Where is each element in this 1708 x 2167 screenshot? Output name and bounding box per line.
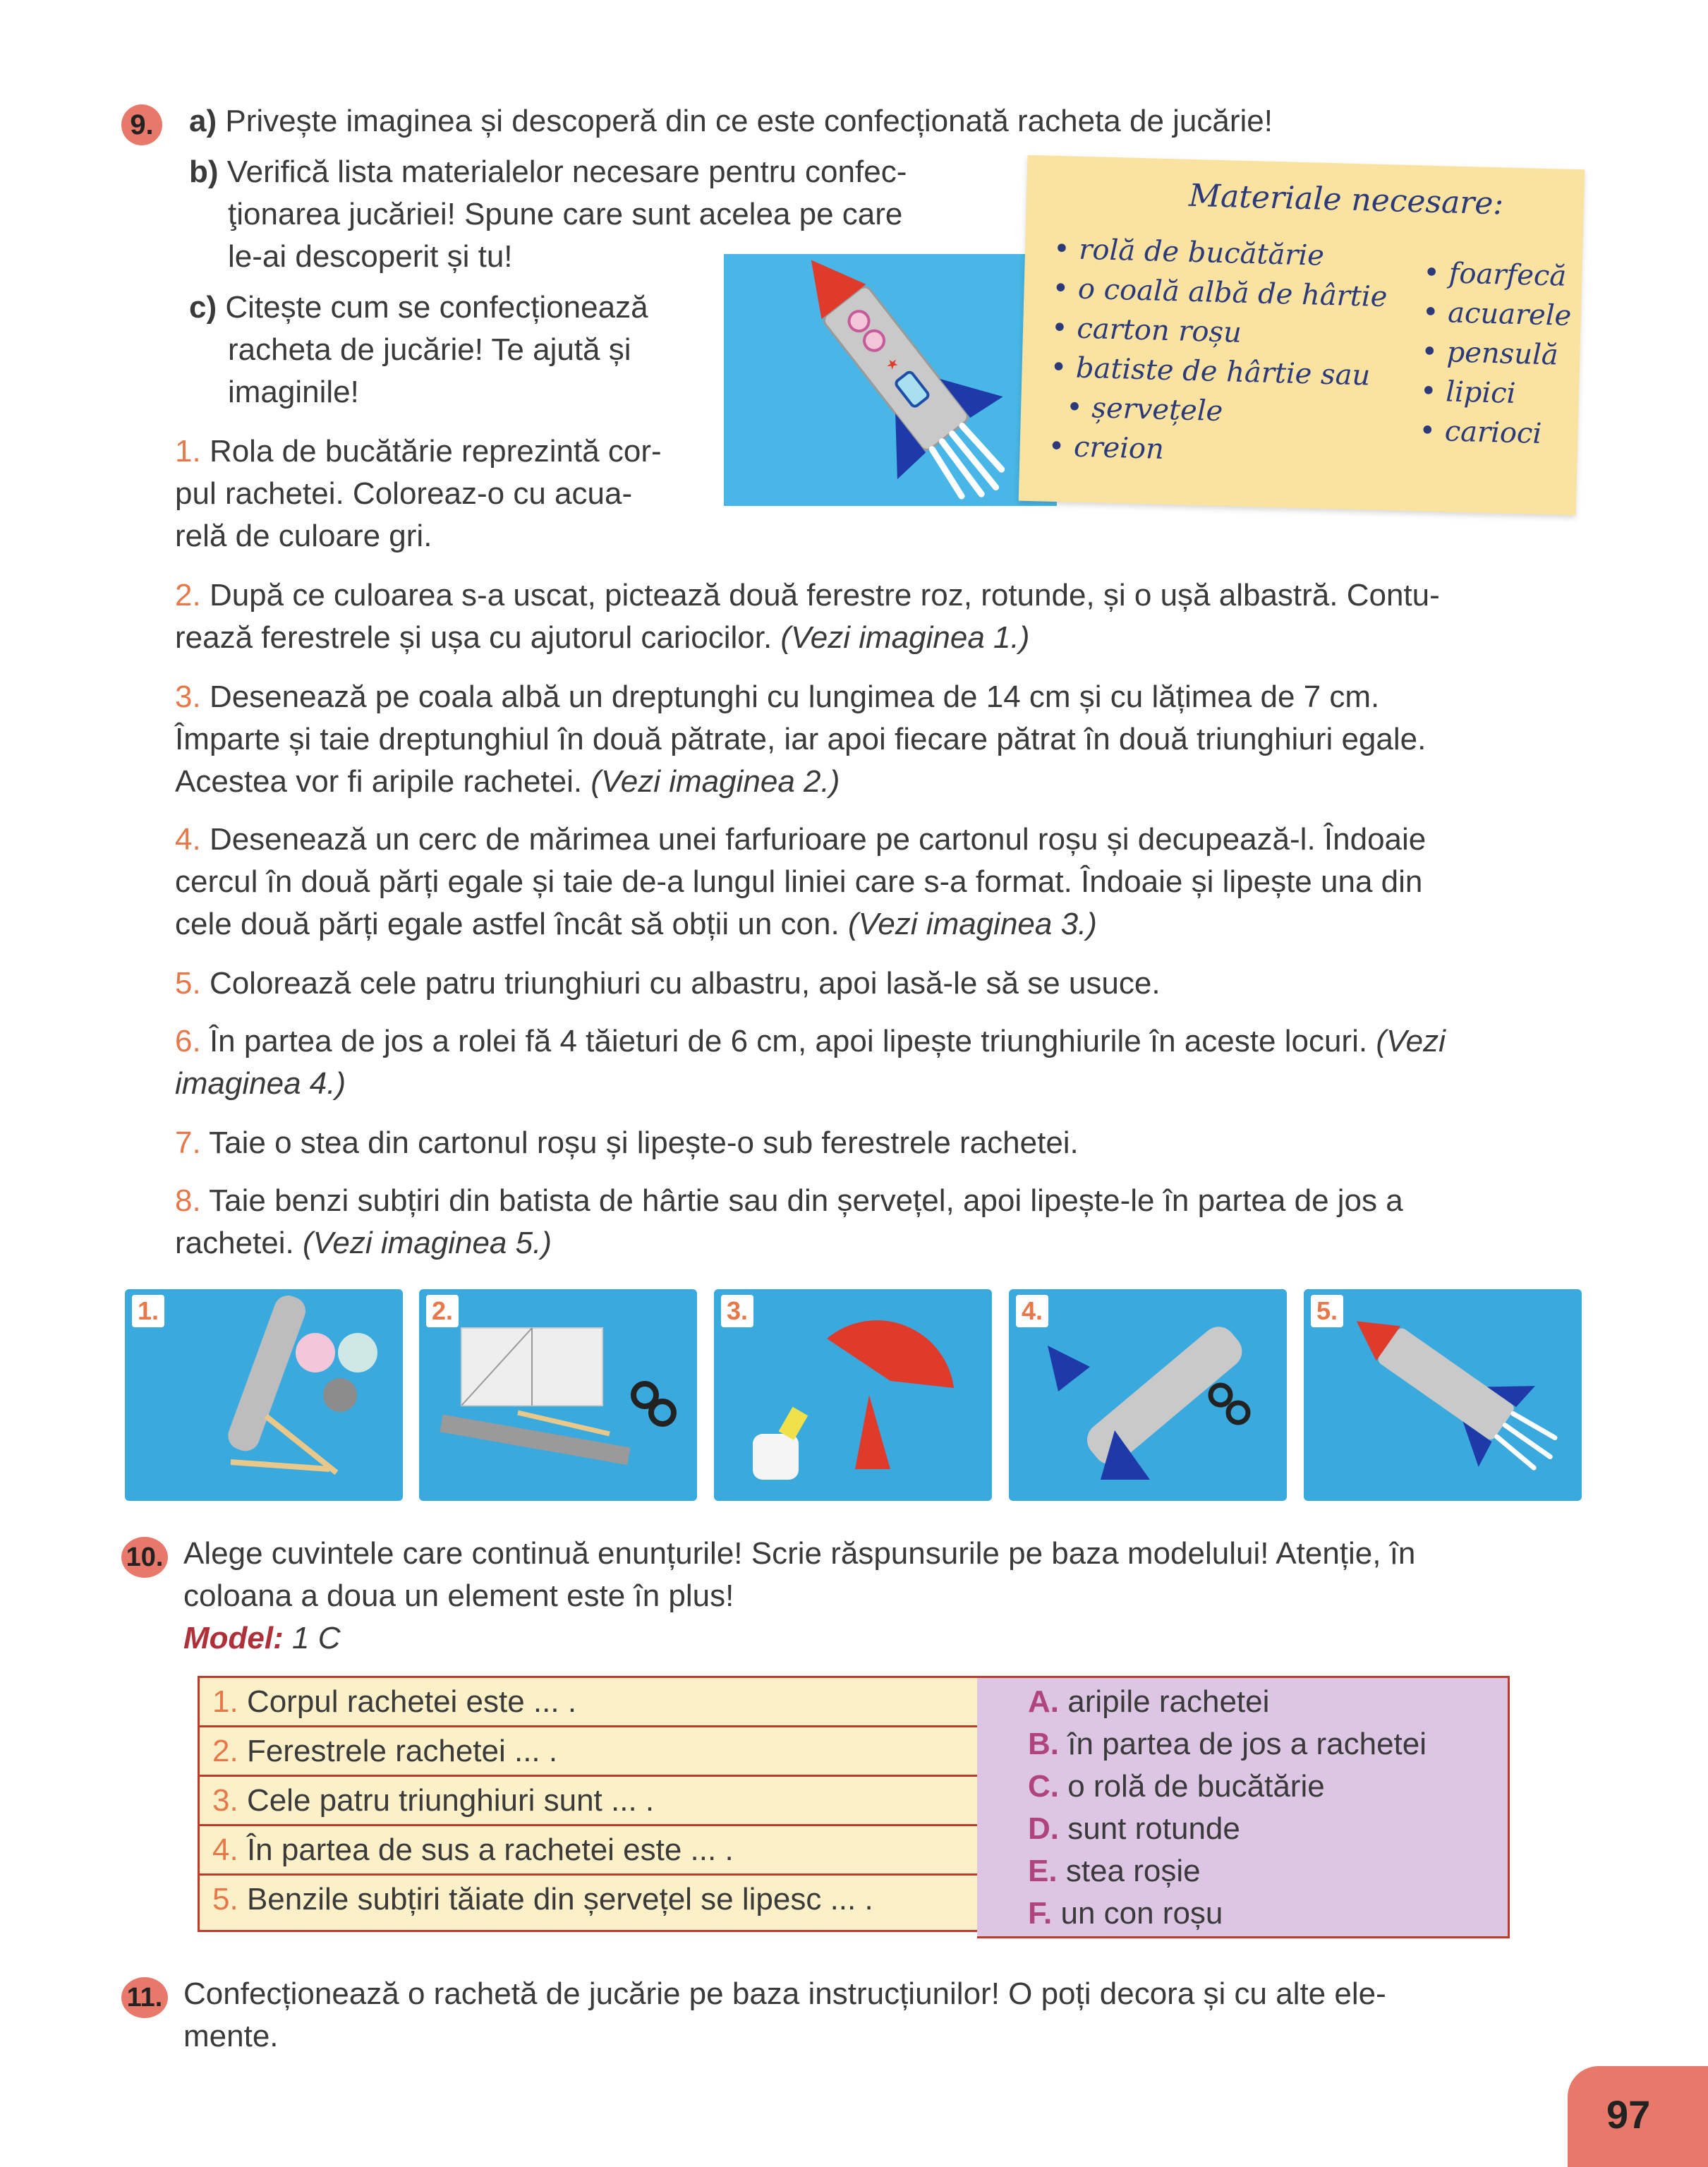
- photo-5: [1304, 1289, 1582, 1501]
- exercise-9-badge: 9.: [121, 104, 162, 145]
- page-number: 97: [1606, 2092, 1651, 2137]
- material-item: • foarfecă: [1423, 253, 1573, 296]
- match-table-right: [977, 1676, 1510, 1938]
- option-item: B. în partea de jos a rachetei: [1028, 1727, 1427, 1761]
- photo-4: [1009, 1289, 1287, 1501]
- option-item: A. aripile rachetei: [1028, 1684, 1270, 1719]
- photo-number: 3.: [721, 1295, 753, 1327]
- paint-supplies-illustration: [125, 1289, 403, 1501]
- photo-number: 1.: [132, 1295, 164, 1327]
- materials-note: [1019, 155, 1585, 516]
- ex10-instructions: Alege cuvintele care continuă enunțurile! Scrie răspunsurile pe baza modelului! Atenție, în coloana a doua un element este în plus! Model: 1 C: [183, 1536, 1416, 1655]
- photo-number: 5.: [1311, 1295, 1343, 1327]
- material-item: • o coală albă de hârtie: [1052, 269, 1388, 317]
- rocket-photo: [724, 254, 1057, 506]
- ex9-b: b) Verifică lista materialelor necesare pentru confec- ţionarea jucăriei! Spune care sunt acelea pe care le-ai descoperit și tu!: [189, 155, 907, 274]
- ex9-step-4: 4. Desenează un cerc de mărimea unei farfurioare pe cartonul roșu și decupează-l. Îndoaie cercul în două părți egale și taie de-a lungul liniei care s-a format. Îndoaie și lipește una din cele două părți egale astfel încât să obții un con. (Vezi imaginea 3.): [175, 822, 1427, 941]
- material-item: • lipici: [1419, 371, 1570, 415]
- ex9-step-8: 8. Taie benzi subțiri din batista de hârtie sau din șervețel, apoi lipește-le în partea de jos a rachetei. (Vezi imaginea 5.): [175, 1183, 1403, 1260]
- ex11-instructions: Confecționează o rachetă de jucărie pe baza instrucțiunilor! O poți decora și cu alte ele- mente.: [183, 1976, 1386, 2053]
- table-row: 4. În partea de sus a rachetei este ... .: [200, 1826, 979, 1876]
- exercise-10-badge: 10.: [121, 1537, 168, 1578]
- material-item: • acuarele: [1422, 292, 1572, 336]
- photo-number: 4.: [1016, 1295, 1048, 1327]
- material-item: • rolă de bucătărie: [1053, 229, 1388, 277]
- exercise-11-badge: 11.: [121, 1977, 168, 2018]
- ex9-step-5: 5. Colorează cele patru triunghiuri cu albastru, apoi lasă-le să se usuce.: [175, 966, 1161, 1001]
- option-item: C. o rolă de bucătărie: [1028, 1769, 1325, 1804]
- ex9-step-1: 1. Rola de bucătărie reprezintă cor- pul rachetei. Coloreaz-o cu acua- relă de culoare gri.: [175, 434, 662, 553]
- material-item: • carioci: [1419, 411, 1569, 454]
- photo-number: 2.: [426, 1295, 459, 1327]
- ex9-a: a) Privește imaginea și descoperă din ce este confecționată racheta de jucărie!: [189, 104, 1273, 138]
- table-row: 1. Corpul rachetei este ... .: [200, 1678, 979, 1727]
- material-item: • batiste de hârtie sau: [1050, 348, 1386, 396]
- table-row: 2. Ferestrele rachetei ... .: [200, 1727, 979, 1777]
- table-row: 5. Benzile subțiri tăiate din șervețel se lipesc ... .: [200, 1876, 979, 1932]
- material-item: • pensulă: [1421, 332, 1571, 375]
- photo-3: [714, 1289, 992, 1501]
- rocket-illustration: [724, 254, 1057, 506]
- materials-left-list: [1048, 229, 1389, 475]
- ex9-step-7: 7. Taie o stea din cartonul roșu și lipește-o sub ferestrele rachetei.: [175, 1125, 1079, 1160]
- ex9-step-2: 2. După ce culoarea s-a uscat, pictează două ferestre roz, rotunde, și o ușă albastră. Contu- rează ferestrele și ușa cu ajutorul cariocilor. (Vezi imaginea 1.): [175, 578, 1440, 655]
- material-item: • creion: [1048, 427, 1383, 475]
- option-item: D. sunt rotunde: [1028, 1811, 1240, 1846]
- rocket-body-illustration: [1009, 1289, 1287, 1501]
- option-item: F. un con roșu: [1028, 1896, 1223, 1931]
- materials-right-list: [1419, 253, 1573, 454]
- table-row: 3. Cele patru triunghiuri sunt ... .: [200, 1777, 979, 1826]
- option-item: E. stea roșie: [1028, 1854, 1201, 1888]
- ex9-step-6: 6. În partea de jos a rolei fă 4 tăieturi de 6 cm, apoi lipește triunghiurile în aceste locuri. (Vezi imaginea 4.): [175, 1024, 1446, 1101]
- model-label: Model:: [183, 1621, 284, 1655]
- material-item: • carton roșu: [1050, 308, 1386, 356]
- material-item: • șervețele: [1048, 387, 1384, 435]
- model-value: 1 C: [292, 1621, 341, 1655]
- finished-rocket-illustration: [1304, 1289, 1582, 1501]
- photo-2: [419, 1289, 697, 1501]
- cone-glue-illustration: [714, 1289, 992, 1501]
- paper-scissors-illustration: [419, 1289, 697, 1501]
- materials-title: Materiale necesare:: [1188, 177, 1504, 222]
- page-number-box: [1568, 2066, 1708, 2167]
- ex9-c: c) Citește cum se confecționează racheta de jucărie! Te ajută și imaginile!: [189, 290, 648, 409]
- match-table-left: [198, 1676, 979, 1932]
- photo-1: [125, 1289, 403, 1501]
- ex9-step-3: 3. Desenează pe coala albă un dreptunghi cu lungimea de 14 cm și cu lățimea de 7 cm. Împarte și taie dreptunghiul în două pătrate, iar apoi fiecare pătrat în două triunghiuri egale. Acestea vor fi aripile rachetei. (Vezi imaginea 2.): [175, 680, 1427, 799]
